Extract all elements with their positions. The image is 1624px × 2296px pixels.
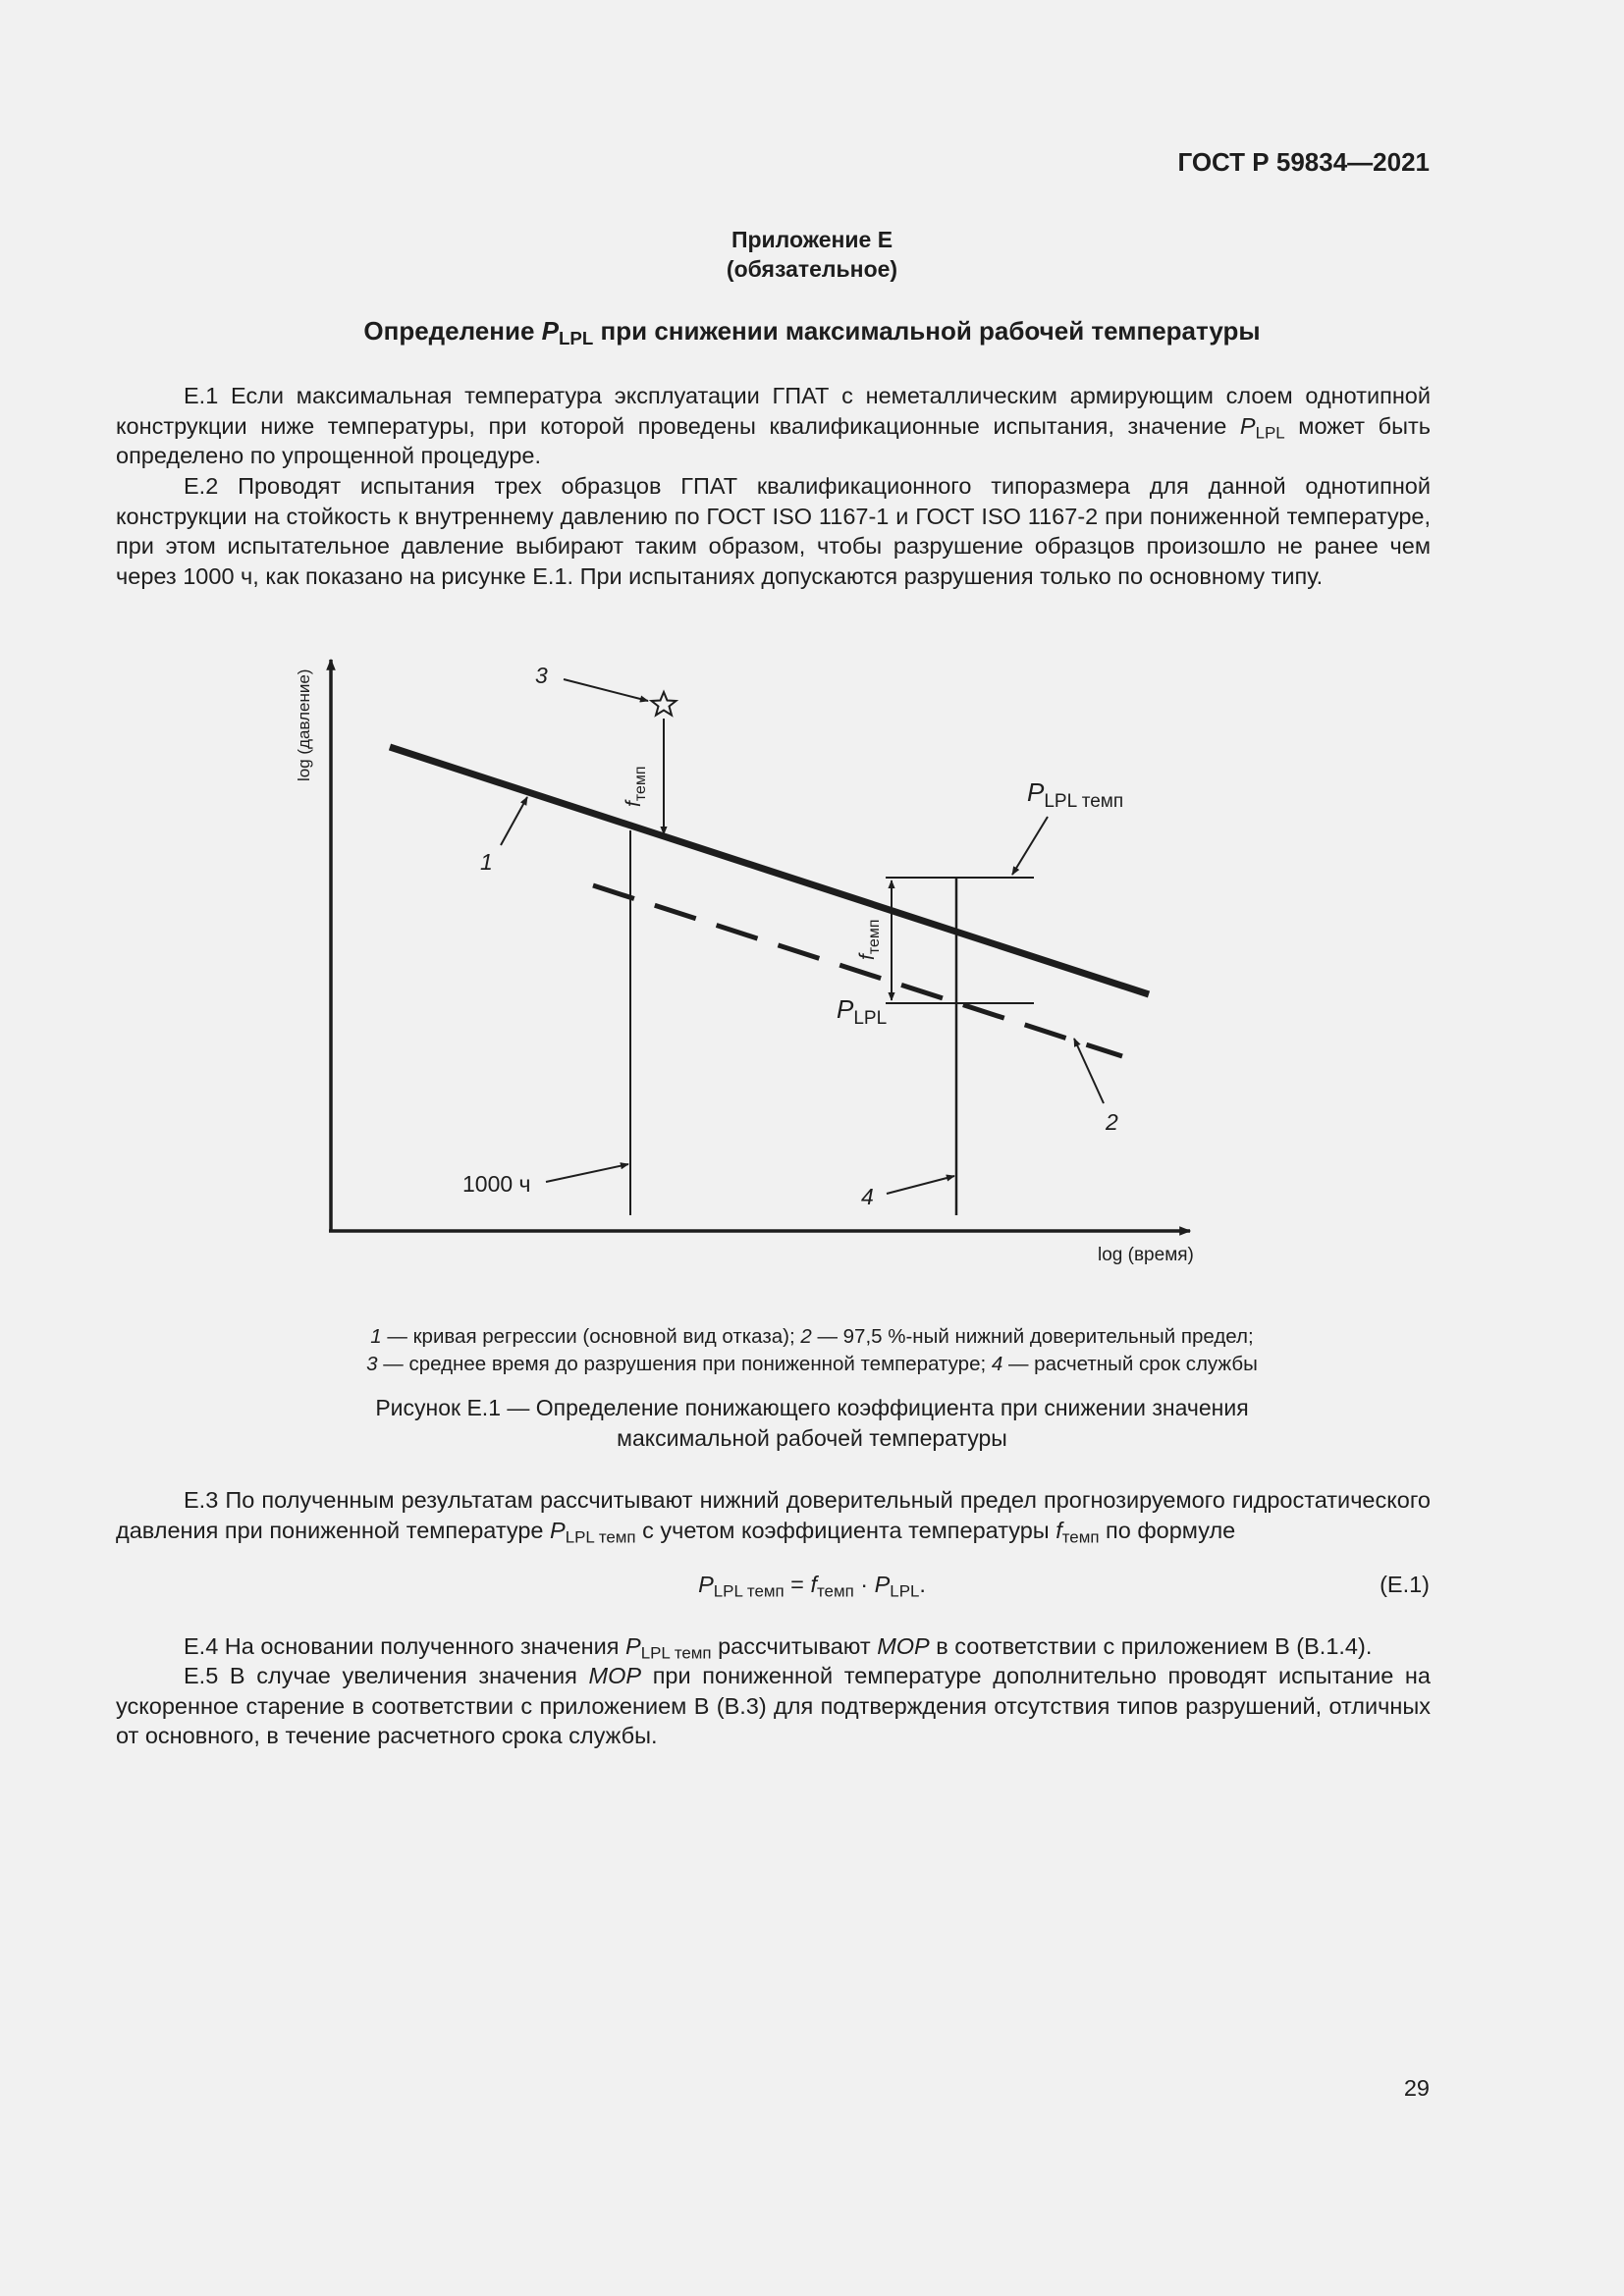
leader-arrow-3 xyxy=(564,679,648,701)
leader-arrow-1000h xyxy=(546,1164,628,1182)
leader-arrow-plpl-temp xyxy=(1012,817,1048,875)
f-temp-label-left: $f_{темп}$ xyxy=(623,766,649,807)
plpl-temp-label: $P_{LPL темп}$ xyxy=(1027,777,1124,812)
paragraph-e2: Е.2 Проводят испытания трех образцов ГПАТ квалификационного типоразмера для данной однотипной конструкции на стойкость к внутреннему давлению по ГОСТ ISO 1167-1 и ГОСТ ISO 1167-2 при пониженной температуре, при этом испытательное давление выбирают таким образом, чтобы разрушение образцов произошло не ранее чем через 1000 ч, как показано на рисунке Е.1. При испытаниях допускаются разрушения только по основному типу. xyxy=(116,473,1431,589)
formula-number: (Е.1) xyxy=(1380,1572,1430,1597)
paragraph-e5: Е.5 В случае увеличения значения MOP при пониженной температуре дополнительно проводят испытание на ускоренное старение в соответствии с приложением В (В.3) для подтверждения отсутствия типов разрушений, отличных от основного, в течение расчетного срока службы. xyxy=(116,1663,1431,1748)
leader-arrow-4 xyxy=(887,1176,954,1194)
page-number: 29 xyxy=(1403,2075,1430,2101)
annex-title: Приложение Е xyxy=(731,227,893,252)
document-code: ГОСТ Р 59834—2021 xyxy=(1177,147,1430,177)
figure-legend-line-1: 1 — кривая регрессии (основной вид отказа); 2 — 97,5 %-ный нижний доверительный предел; xyxy=(370,1325,1254,1348)
lower-confidence-limit-line xyxy=(593,885,1122,1056)
figure-caption-line-1: Рисунок Е.1 — Определение понижающего коэффициента при снижении значения xyxy=(375,1395,1249,1420)
label-4: 4 xyxy=(861,1184,874,1209)
paragraph-e3: Е.3 По полученным результатам рассчитывают нижний доверительный предел прогнозируемого гидростатического давления при пониженной температуре $P_{LPL темп}$ с учетом коэффициента температуры $f_{темп}$ по формуле xyxy=(116,1487,1431,1547)
section-title: Определение $P_{LPL}$ при снижении максимальной рабочей температуры xyxy=(363,316,1261,349)
paragraph-e4: Е.4 На основании полученного значения $P_{LPL темп}$ рассчитывают MOP в соответствии с приложением В (В.1.4). xyxy=(184,1633,1373,1663)
annex-status: (обязательное) xyxy=(726,256,898,282)
label-1: 1 xyxy=(480,849,493,875)
label-1000h: 1000 ч xyxy=(462,1171,531,1197)
y-axis-label: log (давление) xyxy=(295,668,313,781)
f-temp-label-right: $f_{темп}$ xyxy=(856,919,883,960)
plpl-label: $P_{LPL}$ xyxy=(837,994,888,1029)
label-3: 3 xyxy=(535,663,548,688)
figure-caption-line-2: максимальной рабочей температуры xyxy=(617,1425,1007,1451)
label-2: 2 xyxy=(1106,1109,1118,1135)
paragraph-e1: Е.1 Если максимальная температура эксплуатации ГПАТ с неметаллическим армирующим слоем однотипной конструкции ниже температуры, при которой проведены квалификационные испытания, значение $P_{LPL}$ может быть определено по упрощенной процедуре. xyxy=(116,383,1431,468)
x-axis-label: log (время) xyxy=(1098,1245,1194,1265)
figure-legend-line-2: 3 — среднее время до разрушения при пониженной температуре; 4 — расчетный срок службы xyxy=(366,1353,1258,1375)
star-icon xyxy=(652,692,677,716)
leader-arrow-1 xyxy=(501,797,527,845)
formula-e1: $P_{LPL темп} = f_{темп} \cdot P_{LPL}$. xyxy=(698,1572,926,1601)
